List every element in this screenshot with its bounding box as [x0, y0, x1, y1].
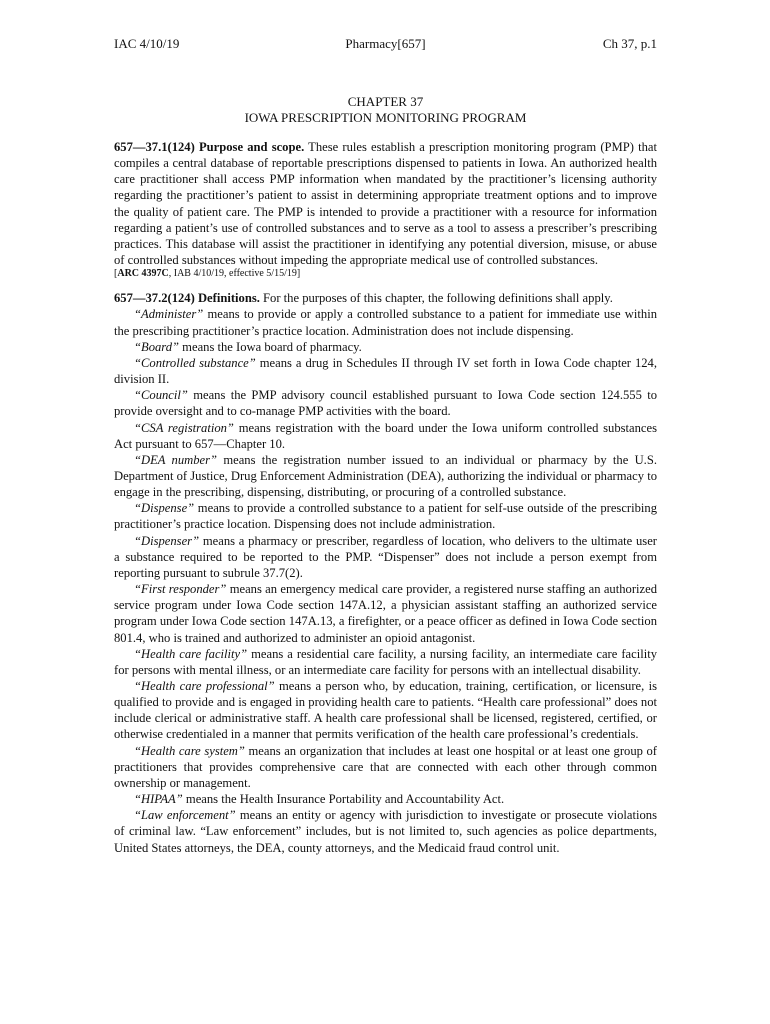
- definition-text: means a pharmacy or prescriber, regardless of location, who delivers to the ultimate user a substance required to be reported to the PMP. “Dispenser” does not include a person exempt from reporting pursuant to subrule 37.7(2).: [114, 533, 657, 580]
- chapter-number: CHAPTER 37: [347, 94, 424, 109]
- definition-text: means the PMP advisory council established pursuant to Iowa Code section 124.555 to provide oversight and to co-manage PMP activities with the board.: [114, 388, 657, 419]
- rule-37-2-text: For the purposes of this chapter, the following definitions shall apply.: [259, 291, 613, 306]
- definition-csa-registration: [114, 420, 657, 452]
- rule-37-2: [114, 290, 657, 306]
- definition-text: means to provide or apply a controlled substance to a patient for immediate use within the prescribing practitioner’s practice location. Administration does not include dispensing.: [114, 307, 657, 338]
- header-page-number: Ch 37, p.1: [602, 36, 657, 51]
- definition-text: means an entity or agency with jurisdiction to investigate or prosecute violations of criminal law. “Law enforcement” includes, but is not limited to, such agencies as police departments, United States attorneys, the DEA, county attorneys, and the Medicaid fraud control unit.: [114, 808, 657, 855]
- rule-37-1: [114, 139, 657, 268]
- definition-term: “Health care professional”: [134, 679, 275, 693]
- definition-text: means an organization that includes at least one hospital or at least one group of practitioners that provides comprehensive care that are connected with each other through common ownership or management.: [114, 743, 657, 790]
- definition-text: means the Health Insurance Portability and Accountability Act.: [182, 792, 505, 807]
- rule-37-1-heading: 657—37.1(124) Purpose and scope.: [114, 140, 305, 154]
- definition-text: means registration with the board under the Iowa uniform controlled substances Act pursuant to 657—Chapter 10.: [114, 420, 658, 451]
- rule-37-1-text: These rules establish a prescription monitoring program (PMP) that compiles a central database of reportable prescriptions dispensed to patients in Iowa. An authorized health care practitioner shall access PMP information when mandated by the practitioner’s licensing authority regarding the practitioner’s patient to assist in determining appropriate treatment options and to improve the quality of patient care. The PMP is intended to provide a practitioner with a resource for information regarding a patient’s use of controlled substances and to serve as a tool to assess a prescriber’s prescribing practices. This database will assist the practitioner in identifying any potential diversion, misuse, or abuse of controlled substances without impeding the appropriate medical use of controlled substances.: [114, 140, 657, 268]
- definition-text: means a residential care facility, a nursing facility, an intermediate care facility for persons with mental illness, or an intermediate care facility for persons with an intellectual disability.: [114, 646, 657, 677]
- definition-term: “Law enforcement”: [134, 808, 236, 823]
- definition-health-care-professional: [114, 678, 657, 743]
- definition-term: “DEA number”: [134, 452, 218, 467]
- definition-term: “Board”: [134, 339, 180, 354]
- definition-text: means to provide a controlled substance to a patient for self-use outside of the prescribing practitioner’s practice location. Dispensing does not include administration.: [114, 501, 657, 532]
- definition-text: means a person who, by education, training, certification, or licensure, is qualified to provide and is engaged in providing health care to patients. “Health care professional” does not include clerical or administrative staff. A health care professional shall be licensed, registered, certified, or otherwise credentialed in a manner that permits verification of the health care professional’s credentials.: [114, 679, 657, 742]
- definition-hipaa: [114, 791, 657, 807]
- rule-37-1-history: [114, 268, 657, 280]
- definition-dispense: [114, 500, 657, 532]
- definition-administer: [114, 306, 657, 338]
- definition-law-enforcement: [114, 807, 657, 855]
- definition-text: means the registration number issued to an individual or pharmacy by the U.S. Department of Justice, Drug Enforcement Administration (DEA), authorizing the individual or pharmacy to engage in the prescribing, dispensing, distributing, or procuring of a controlled substance.: [114, 452, 657, 500]
- definition-term: “Administer”: [134, 307, 204, 322]
- definition-term: “Controlled substance”: [134, 355, 256, 370]
- definition-health-care-system: [114, 743, 657, 791]
- definition-first-responder: [114, 581, 657, 646]
- definition-text: means a drug in Schedules II through IV set forth in Iowa Code chapter 124, division II.: [114, 355, 657, 387]
- definition-council: [114, 387, 657, 419]
- definition-controlled-substance: [114, 355, 657, 387]
- definition-term: “First responder”: [134, 582, 227, 597]
- definition-term: “Council”: [134, 388, 188, 403]
- running-header: [114, 36, 657, 52]
- definition-text: means the Iowa board of pharmacy.: [179, 339, 362, 354]
- header-title: Pharmacy[657]: [345, 36, 426, 51]
- definition-term: “HIPAA”: [134, 792, 183, 807]
- arc-number: ARC 4397C: [117, 268, 169, 280]
- definition-health-care-facility: [114, 646, 657, 678]
- definition-term: “Health care system”: [134, 743, 245, 758]
- definition-term: “CSA registration”: [134, 420, 234, 435]
- chapter-heading: [114, 94, 657, 126]
- header-date: IAC 4/10/19: [114, 36, 180, 51]
- definition-board: [114, 339, 657, 355]
- definition-term: “Dispenser”: [134, 533, 200, 548]
- history-details: , IAB 4/10/19, effective 5/15/19]: [168, 268, 301, 280]
- definition-term: “Dispense”: [134, 501, 195, 516]
- history-bracket: [: [114, 268, 118, 280]
- chapter-body: [114, 139, 657, 856]
- rule-37-2-heading: 657—37.2(124) Definitions.: [114, 291, 260, 306]
- definition-text: means an emergency medical care provider, a registered nurse staffing an authorized service program under Iowa Code section 147A.12, a physician assistant staffing an authorized service program under Iowa Code section 147A.13, a firefighter, or a peace officer as defined in Iowa Code section 801.4, who is trained and authorized to administer an opioid antagonist.: [114, 582, 657, 645]
- definition-dea-number: [114, 452, 657, 500]
- definition-term: “Health care facility”: [134, 646, 248, 661]
- definition-dispenser: [114, 533, 657, 581]
- chapter-title: IOWA PRESCRIPTION MONITORING PROGRAM: [244, 110, 527, 125]
